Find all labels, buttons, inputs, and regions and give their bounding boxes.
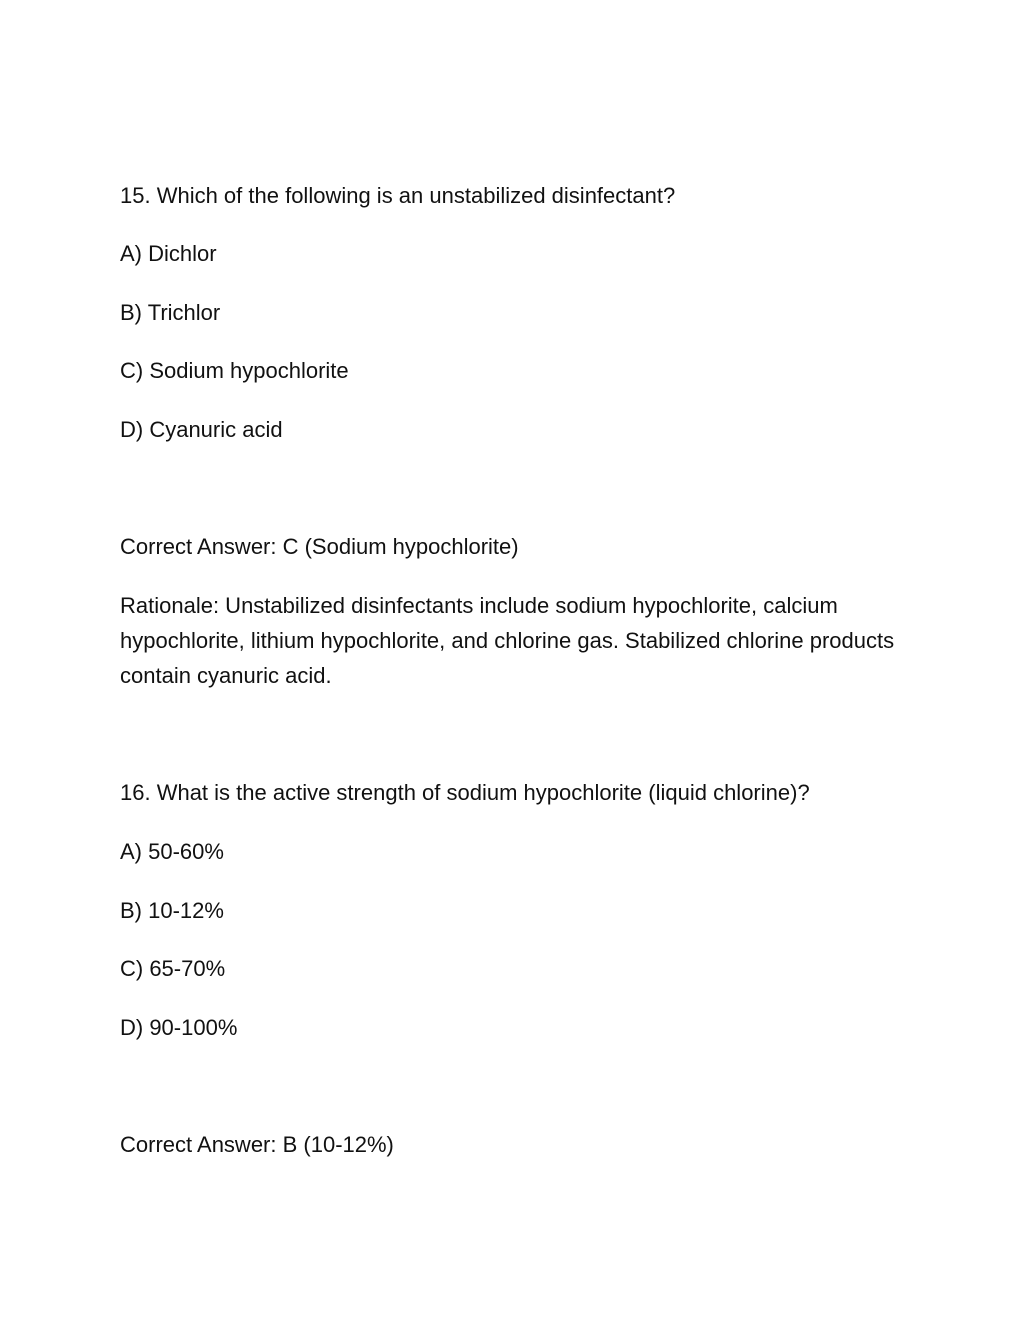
q15-option-c: C) Sodium hypochlorite bbox=[120, 358, 349, 383]
q15-option-d: D) Cyanuric acid bbox=[120, 417, 283, 442]
q15-correct-answer: Correct Answer: C (Sodium hypochlorite) bbox=[120, 534, 519, 559]
q15-option-a: A) Dichlor bbox=[120, 241, 217, 266]
q16-correct-answer: Correct Answer: B (10-12%) bbox=[120, 1132, 394, 1157]
q16-option-b: B) 10-12% bbox=[120, 898, 224, 923]
q16-option-d: D) 90-100% bbox=[120, 1015, 238, 1040]
question-16: 16. What is the active strength of sodium hypochlorite (liquid chlorine)? bbox=[120, 780, 810, 805]
q16-option-c: C) 65-70% bbox=[120, 956, 226, 981]
q15-option-b: B) Trichlor bbox=[120, 300, 221, 325]
q16-option-a: A) 50-60% bbox=[120, 839, 224, 864]
question-15: 15. Which of the following is an unstabilized disinfectant? bbox=[120, 183, 676, 208]
q15-rationale: Rationale: Unstabilized disinfectants include sodium hypochlorite, calcium hypochlorite, lithium hypochlorite, and chlorine gas. Stabilized chlorine products contain cyanuric acid. bbox=[120, 593, 895, 688]
